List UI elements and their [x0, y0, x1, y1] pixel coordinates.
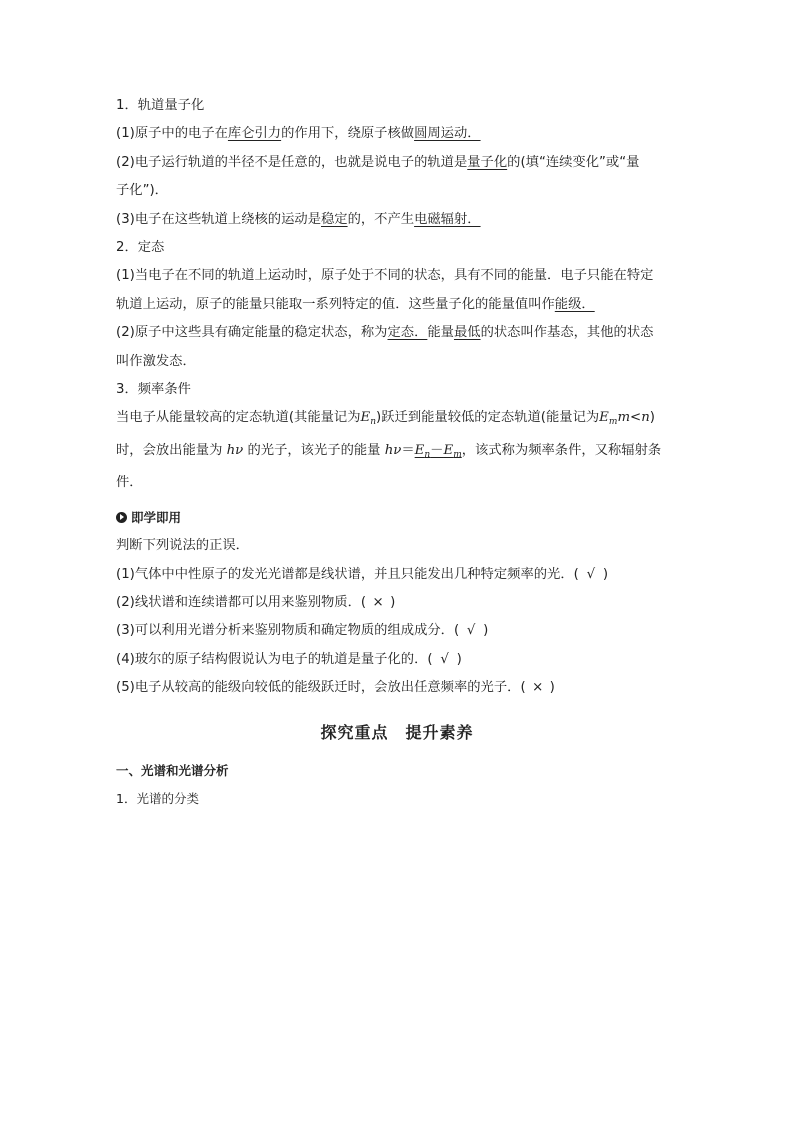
answer-lowest: 最低: [453, 325, 481, 341]
play-circle-icon: [116, 512, 127, 523]
practice-list: [116, 561, 678, 703]
paragraph-1-3: (3)电子在这些轨道上绕核的运动是稳定的，不产生电磁辐射．: [116, 211, 481, 227]
answer-coulomb-force: 库仑引力: [227, 126, 282, 142]
section-heading-frequency-condition: 3．频率条件: [116, 382, 191, 398]
practice-item: (4)玻尔的原子结构假说认为电子的轨道是量子化的．( √ ): [116, 646, 678, 674]
paragraph-1-2-cont: 子化”)．: [116, 183, 168, 199]
answer-stable: 稳定: [321, 211, 348, 227]
practice-item: (3)可以利用光谱分析来鉴别物质和确定物质的组成成分．( √ ): [116, 617, 678, 645]
section-heading-orbit-quantization: 1．轨道量子化: [116, 98, 205, 113]
answer-energy-difference: $E_n-E_m$: [414, 442, 462, 460]
subsection-heading-spectrum-types: 1．光谱的分类: [116, 791, 199, 807]
judgement-mark: √: [586, 566, 596, 582]
paragraph-2-1-cont: 轨道上运动，原子的能量只能取一系列特定的值．这些量子化的能量值叫作能级．: [116, 296, 595, 312]
subsection-heading-spectrum: 一、光谱和光谱分析: [116, 762, 229, 778]
answer-circular-motion: 圆周运动．: [414, 126, 481, 142]
paragraph-1-2: (2)电子运行轨道的半径不是任意的，也就是说电子的轨道是量子化的(填“连续变化”或“量: [116, 154, 640, 170]
paragraph-2-1: (1)当电子在不同的轨道上运动时，原子处于不同的状态，具有不同的能量．电子只能在特定: [116, 268, 654, 284]
paragraph-1-1: (1)原子中的电子在库仑引力的作用下，绕原子核做圆周运动．: [116, 126, 481, 142]
judgement-mark: √: [466, 623, 476, 639]
paragraph-3-2: 时，会放出能量为 hν 的光子，该光子的能量 $h\nu=E_n-E_m$，该式称为频率条件，又称辐射条: [116, 442, 662, 460]
answer-stationary-state: 定态．: [387, 325, 428, 341]
practice-item: (1)气体中中性原子的发光光谱都是线状谱，并且只能发出几种特定频率的光．( √ ): [116, 561, 678, 589]
answer-em-radiation: 电磁辐射．: [414, 211, 481, 227]
practice-intro: 判断下列说法的正误．: [116, 538, 249, 554]
judgement-mark: ×: [372, 594, 384, 610]
answer-energy-level: 能级．: [554, 296, 595, 312]
answer-quantized: 量子化: [467, 154, 508, 170]
practice-item: (2)线状谱和连续谱都可以用来鉴别物质．( × ): [116, 589, 678, 617]
document-page: [116, 92, 678, 814]
practice-title: 即学即用: [116, 504, 678, 532]
practice-item: (5)电子从较高的能级向较低的能级跃迁时，会放出任意频率的光子．( × ): [116, 674, 678, 702]
paragraph-2-2-cont: 叫作激发态．: [116, 353, 196, 369]
judgement-mark: √: [440, 651, 449, 667]
paragraph-2-2: (2)原子中这些具有确定能量的稳定状态，称为定态．能量最低的状态叫作基态，其他的状态: [116, 325, 654, 341]
paragraph-3-3: 件．: [116, 475, 143, 491]
explore-section-title: 探究重点 提升素养: [320, 722, 474, 742]
section-heading-stationary-state: 2．定态: [116, 240, 165, 256]
paragraph-3-1: 当电子从能量较高的定态轨道(其能量记为$E_n$)跃迁到能量较低的定态轨道(能量记为$E_mm<n$): [116, 410, 655, 428]
judgement-mark: ×: [532, 680, 544, 696]
